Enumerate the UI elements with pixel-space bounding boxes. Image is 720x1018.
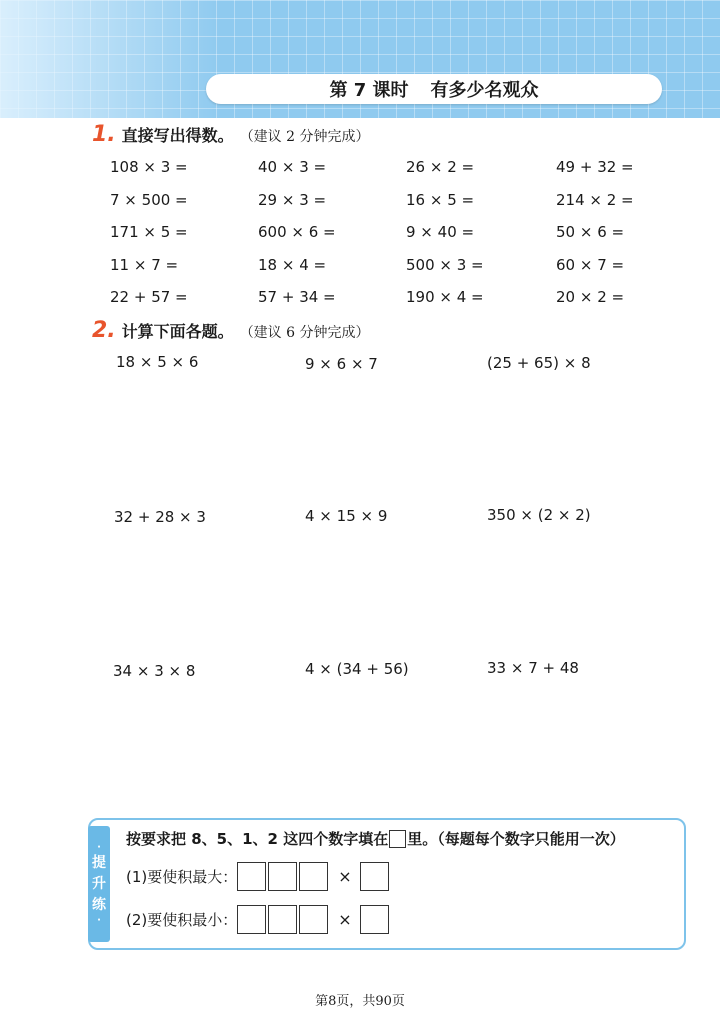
calc-item: 33 × 7 + 48 — [487, 659, 579, 677]
inline-box-icon — [389, 830, 406, 848]
practice-tab — [88, 826, 110, 942]
tab-char: 练 — [92, 896, 106, 913]
mental-item: 57 + 34 = — [258, 288, 336, 306]
calc-item: 4 × 15 × 9 — [305, 507, 388, 525]
mental-item: 9 × 40 = — [406, 223, 475, 241]
answer-box[interactable] — [268, 905, 297, 934]
row-max-label: (1)要使积最大： — [126, 868, 238, 886]
tab-char: 提 — [92, 854, 106, 871]
calc-item: 18 × 5 × 6 — [116, 353, 199, 371]
calc-item: 32 + 28 × 3 — [114, 508, 206, 526]
calc-item: 350 × (2 × 2) — [487, 506, 591, 524]
mental-item: 600 × 6 = — [258, 223, 336, 241]
section1-title: 直接写出得数。 — [121, 126, 234, 145]
practice-row-max — [126, 862, 391, 891]
answer-box[interactable] — [360, 862, 389, 891]
mental-item: 40 × 3 = — [258, 158, 327, 176]
section2-title: 计算下面各题。 — [121, 322, 234, 341]
mental-item: 190 × 4 = — [406, 288, 484, 306]
calc-item: 4 × (34 + 56) — [305, 660, 409, 678]
mental-item: 50 × 6 = — [556, 223, 625, 241]
answer-box[interactable] — [237, 862, 266, 891]
times-sign: × — [338, 910, 352, 929]
mental-item: 60 × 7 = — [556, 255, 625, 274]
section2-number: 2. — [92, 318, 116, 343]
mental-item: 49 + 32 = — [556, 158, 634, 176]
mental-item: 20 × 2 = — [556, 288, 625, 306]
mental-math-grid — [110, 154, 670, 317]
mental-item: 7 × 500 = — [110, 190, 188, 209]
lesson-title — [206, 74, 662, 104]
answer-box[interactable] — [299, 862, 328, 891]
header-banner-fade — [0, 0, 220, 118]
answer-box[interactable] — [237, 905, 266, 934]
answer-box[interactable] — [299, 905, 328, 934]
tab-dot: · — [97, 914, 101, 926]
practice-row-min — [126, 905, 391, 934]
tab-dot: · — [97, 841, 101, 853]
question-text-end: 里。（每题每个数字只能用一次） — [407, 830, 625, 848]
mental-item: 108 × 3 = — [110, 158, 188, 176]
times-sign: × — [338, 867, 352, 886]
calc-item: 34 × 3 × 8 — [113, 662, 196, 680]
section1-heading — [92, 122, 370, 147]
mental-item: 214 × 2 = — [556, 190, 634, 209]
mental-item: 16 × 5 = — [406, 190, 475, 209]
section2-heading — [92, 318, 370, 343]
mental-item: 11 × 7 = — [110, 255, 179, 274]
answer-box[interactable] — [360, 905, 389, 934]
answer-box[interactable] — [268, 862, 297, 891]
question-text-start: 按要求把 8、5、1、2 这四个数字填在 — [126, 830, 389, 848]
row-min-label: (2)要使积最小： — [126, 911, 238, 929]
section1-hint: （建议 2 分钟完成） — [239, 129, 370, 145]
lesson-number: 第 7 课时 — [329, 80, 409, 101]
section2-hint: （建议 6 分钟完成） — [239, 325, 370, 341]
lesson-name: 有多少名观众 — [430, 80, 539, 101]
practice-question — [126, 828, 625, 849]
mental-item: 171 × 5 = — [110, 223, 188, 241]
section1-number: 1. — [92, 122, 116, 147]
mental-item: 22 + 57 = — [110, 288, 188, 306]
mental-item: 500 × 3 = — [406, 255, 484, 274]
calc-item: 9 × 6 × 7 — [305, 355, 378, 373]
mental-item: 26 × 2 = — [406, 158, 475, 176]
page-footer: 第8页，共90页 — [315, 994, 405, 1009]
mental-item: 18 × 4 = — [258, 255, 327, 274]
tab-char: 升 — [92, 875, 106, 892]
mental-item: 29 × 3 = — [258, 190, 327, 209]
calc-item: (25 + 65) × 8 — [487, 354, 591, 372]
